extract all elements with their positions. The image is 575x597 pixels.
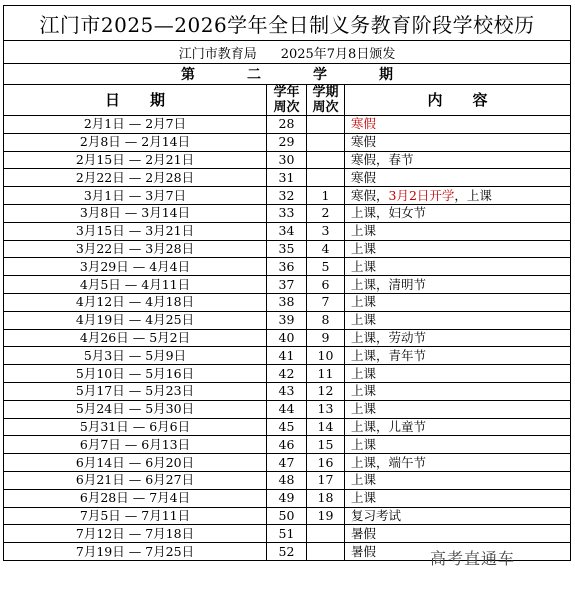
year-week-cell: 41 <box>267 347 307 365</box>
date-cell: 3月29日 — 4月4日 <box>4 258 267 276</box>
content-cell <box>345 365 571 383</box>
date-cell: 3月1日 — 3月7日 <box>4 187 267 205</box>
content-cell <box>345 382 571 400</box>
date-cell: 3月15日 — 3月21日 <box>4 222 267 240</box>
term-week-cell: 1 <box>307 187 345 205</box>
school-calendar-sheet <box>3 5 570 561</box>
table-row <box>4 329 571 347</box>
date-cell: 6月7日 — 6月13日 <box>4 436 267 454</box>
year-week-cell: 36 <box>267 258 307 276</box>
content-cell <box>345 525 571 543</box>
content-text: 上课 <box>351 240 377 256</box>
term-week-cell: 15 <box>307 436 345 454</box>
content-text: 上课，儿童节 <box>351 418 427 434</box>
content-cell <box>345 116 571 134</box>
term-week-cell: 4 <box>307 240 345 258</box>
content-text: 上课，青年节 <box>351 347 427 363</box>
table-row <box>4 311 571 329</box>
year-week-cell: 43 <box>267 382 307 400</box>
year-week-cell: 50 <box>267 507 307 525</box>
table-row <box>4 507 571 525</box>
term-week-cell: 3 <box>307 222 345 240</box>
content-cell <box>345 329 571 347</box>
content-cell <box>345 347 571 365</box>
table-row <box>4 436 571 454</box>
table-row <box>4 365 571 383</box>
term-week-cell: 17 <box>307 471 345 489</box>
year-week-cell: 52 <box>267 543 307 561</box>
content-cell <box>345 293 571 311</box>
content-cell <box>345 489 571 507</box>
term-week-cell: 2 <box>307 204 345 222</box>
content-cell <box>345 418 571 436</box>
term-week-cell: 10 <box>307 347 345 365</box>
issue-date: 2025年7月8日颁发 <box>280 46 396 62</box>
semester-heading: 第二学期 <box>4 64 571 85</box>
term-week-cell <box>307 169 345 187</box>
content-text: 3月2日开学 <box>388 187 455 203</box>
table-row <box>4 293 571 311</box>
year-week-cell: 44 <box>267 400 307 418</box>
content-cell <box>345 400 571 418</box>
content-cell <box>345 240 571 258</box>
table-row <box>4 151 571 169</box>
table-row <box>4 258 571 276</box>
year-week-cell: 34 <box>267 222 307 240</box>
content-text: 上课 <box>351 294 377 310</box>
header-content: 内容 <box>345 85 571 116</box>
date-cell: 3月8日 — 3月14日 <box>4 204 267 222</box>
year-week-cell: 37 <box>267 276 307 294</box>
date-cell: 2月22日 — 2月28日 <box>4 169 267 187</box>
content-text: 上课 <box>351 258 377 274</box>
date-cell: 2月15日 — 2月21日 <box>4 151 267 169</box>
year-week-cell: 49 <box>267 489 307 507</box>
content-text: 寒假 <box>351 116 377 132</box>
date-cell: 5月31日 — 6月6日 <box>4 418 267 436</box>
term-week-cell <box>307 116 345 134</box>
term-week-cell <box>307 525 345 543</box>
year-week-cell: 47 <box>267 454 307 472</box>
year-week-cell: 46 <box>267 436 307 454</box>
year-week-cell: 33 <box>267 204 307 222</box>
date-cell: 4月12日 — 4月18日 <box>4 293 267 311</box>
date-cell: 5月17日 — 5月23日 <box>4 382 267 400</box>
year-week-cell: 45 <box>267 418 307 436</box>
content-cell <box>345 258 571 276</box>
table-row <box>4 347 571 365</box>
content-cell <box>345 311 571 329</box>
date-cell: 7月5日 — 7月11日 <box>4 507 267 525</box>
table-row <box>4 382 571 400</box>
content-text: 上课 <box>351 436 377 452</box>
year-week-cell: 48 <box>267 471 307 489</box>
content-cell <box>345 187 571 205</box>
term-week-cell: 13 <box>307 400 345 418</box>
date-cell: 6月28日 — 7月4日 <box>4 489 267 507</box>
table-row <box>4 204 571 222</box>
table-row <box>4 471 571 489</box>
content-text: 上课 <box>351 365 377 381</box>
content-cell <box>345 454 571 472</box>
table-row <box>4 240 571 258</box>
content-text: 上课 <box>351 490 377 506</box>
watermark: 高考直通车 <box>430 549 516 568</box>
table-row <box>4 489 571 507</box>
issuer: 江门市教育局 <box>178 46 257 62</box>
content-cell <box>345 222 571 240</box>
date-cell: 6月21日 — 6月27日 <box>4 471 267 489</box>
year-week-cell: 28 <box>267 116 307 134</box>
table-row <box>4 400 571 418</box>
date-cell: 7月19日 — 7月25日 <box>4 543 267 561</box>
year-week-cell: 29 <box>267 133 307 151</box>
date-cell: 4月19日 — 4月25日 <box>4 311 267 329</box>
content-text: 暑假 <box>351 543 377 559</box>
date-cell: 4月5日 — 4月11日 <box>4 276 267 294</box>
calendar-table <box>3 5 571 561</box>
table-row <box>4 276 571 294</box>
content-text: 寒假 <box>351 169 377 185</box>
term-week-cell: 9 <box>307 329 345 347</box>
date-cell: 5月3日 — 5月9日 <box>4 347 267 365</box>
issuer-line <box>4 41 571 64</box>
date-cell: 5月10日 — 5月16日 <box>4 365 267 383</box>
content-text: 上课 <box>351 401 377 417</box>
content-text: 上课 <box>351 383 377 399</box>
date-cell: 5月24日 — 5月30日 <box>4 400 267 418</box>
content-text: 上课，妇女节 <box>351 205 427 221</box>
content-text: 寒假， <box>351 187 389 203</box>
content-text: 上课，劳动节 <box>351 329 427 345</box>
header-term-week-text: 学期周次 <box>312 85 339 115</box>
content-cell <box>345 471 571 489</box>
term-week-cell <box>307 133 345 151</box>
content-text: 上课，端午节 <box>351 454 427 470</box>
term-week-cell <box>307 151 345 169</box>
table-row <box>4 222 571 240</box>
term-week-cell: 11 <box>307 365 345 383</box>
content-text: 复习考试 <box>351 507 402 523</box>
header-term-week <box>307 85 345 116</box>
content-cell <box>345 151 571 169</box>
date-cell: 4月26日 — 5月2日 <box>4 329 267 347</box>
term-week-cell <box>307 543 345 561</box>
content-cell <box>345 133 571 151</box>
content-cell <box>345 204 571 222</box>
content-cell <box>345 169 571 187</box>
content-text: 上课，清明节 <box>351 276 427 292</box>
content-cell <box>345 507 571 525</box>
term-week-cell: 16 <box>307 454 345 472</box>
content-text: 暑假 <box>351 525 377 541</box>
term-week-cell: 5 <box>307 258 345 276</box>
table-row <box>4 525 571 543</box>
date-cell: 3月22日 — 3月28日 <box>4 240 267 258</box>
content-cell <box>345 276 571 294</box>
table-row <box>4 116 571 134</box>
content-text: 寒假，春节 <box>351 151 414 167</box>
date-cell: 6月14日 — 6月20日 <box>4 454 267 472</box>
content-text: 上课 <box>351 312 377 328</box>
content-cell <box>345 436 571 454</box>
date-cell: 2月1日 — 2月7日 <box>4 116 267 134</box>
term-week-cell: 12 <box>307 382 345 400</box>
content-text: 寒假 <box>351 134 377 150</box>
table-row <box>4 187 571 205</box>
header-date: 日期 <box>4 85 267 116</box>
year-week-cell: 40 <box>267 329 307 347</box>
term-week-cell: 14 <box>307 418 345 436</box>
term-week-cell: 18 <box>307 489 345 507</box>
term-week-cell: 6 <box>307 276 345 294</box>
header-year-week <box>267 85 307 116</box>
year-week-cell: 38 <box>267 293 307 311</box>
year-week-cell: 30 <box>267 151 307 169</box>
date-cell: 2月8日 — 2月14日 <box>4 133 267 151</box>
content-text: ，上课 <box>454 187 492 203</box>
page-title: 江门市2025—2026学年全日制义务教育阶段学校校历 <box>4 6 571 41</box>
term-week-cell: 7 <box>307 293 345 311</box>
header-year-week-text: 学年周次 <box>273 85 300 115</box>
content-text: 上课 <box>351 472 377 488</box>
table-row <box>4 418 571 436</box>
term-week-cell: 19 <box>307 507 345 525</box>
year-week-cell: 31 <box>267 169 307 187</box>
year-week-cell: 35 <box>267 240 307 258</box>
term-week-cell: 8 <box>307 311 345 329</box>
year-week-cell: 51 <box>267 525 307 543</box>
year-week-cell: 39 <box>267 311 307 329</box>
table-row <box>4 133 571 151</box>
year-week-cell: 42 <box>267 365 307 383</box>
table-row <box>4 454 571 472</box>
date-cell: 7月12日 — 7月18日 <box>4 525 267 543</box>
year-week-cell: 32 <box>267 187 307 205</box>
table-row <box>4 169 571 187</box>
content-text: 上课 <box>351 223 377 239</box>
